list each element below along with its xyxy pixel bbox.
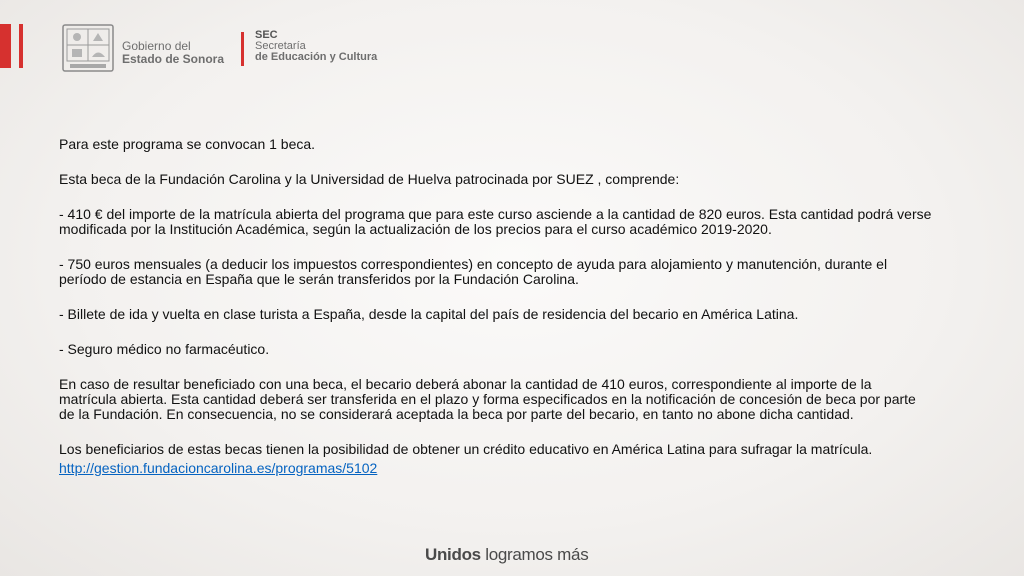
sec-line1: Secretaría [255, 40, 306, 52]
paragraph-2: Esta beca de la Fundación Carolina y la Universidad de Huelva patrocinada por SUEZ , comprende: [59, 171, 680, 187]
paragraph-7-line3: de la Fundación. En consecuencia, no se considerará aceptada la beca por parte del becario, en tanto no abone dicha cantidad. [59, 406, 854, 422]
footer-slogan-rest: logramos más [480, 545, 589, 564]
footer-slogan-bold: Unidos [425, 545, 481, 564]
header-divider [241, 32, 244, 66]
footer-slogan [425, 545, 588, 565]
paragraph-6: - Seguro médico no farmacéutico. [59, 341, 270, 357]
paragraph-8: Los beneficiarios de estas becas tienen la posibilidad de obtener un crédito educativo en América Latina para sufragar la matrícula. [59, 441, 873, 457]
slide-body [59, 137, 959, 476]
paragraph-7-line1: En caso de resultar beneficiado con una beca, el becario deberá abonar la cantidad de 410 euros, correspondiente al importe de la [59, 376, 872, 392]
red-accent-bars [0, 24, 26, 68]
program-link[interactable]: http://gestion.fundacioncarolina.es/programas/5102 [59, 460, 378, 476]
paragraph-4-line2: período de estancia en España que le serán transferidos por la Fundación Carolina. [59, 271, 579, 287]
sec-abbrev: SEC [255, 29, 278, 41]
paragraph-3-line2: modificada por la Institución Académica, según la actualización de los precios para el curso académico 2019-2020. [59, 221, 772, 237]
red-bar-thin [19, 24, 23, 68]
paragraph-3-line1: - 410 € del importe de la matrícula abierta del programa que para este curso asciende a la cantidad de 820 euros. Esta cantidad podrá verse [59, 206, 932, 222]
sonora-crest-logo [62, 24, 114, 72]
paragraph-7-line2: matrícula abierta. Esta cantidad deberá ser transferida en el plazo y forma especificados en la notificación de concesión de beca por parte [59, 391, 916, 407]
red-bar-wide [0, 24, 11, 68]
gobierno-line2: Estado de Sonora [122, 52, 225, 66]
paragraph-1: Para este programa se convocan 1 beca. [59, 136, 316, 152]
sec-line2: de Educación y Cultura [255, 51, 378, 63]
sec-wordmark [255, 30, 377, 63]
gobierno-sonora-wordmark [122, 40, 224, 66]
paragraph-5: - Billete de ida y vuelta en clase turista a España, desde la capital del país de residencia del becario en América Latina. [59, 306, 799, 322]
gobierno-line1: Gobierno del [122, 39, 191, 53]
paragraph-4-line1: - 750 euros mensuales (a deducir los impuestos correspondientes) en concepto de ayuda para alojamiento y manutención, durante el [59, 256, 888, 272]
